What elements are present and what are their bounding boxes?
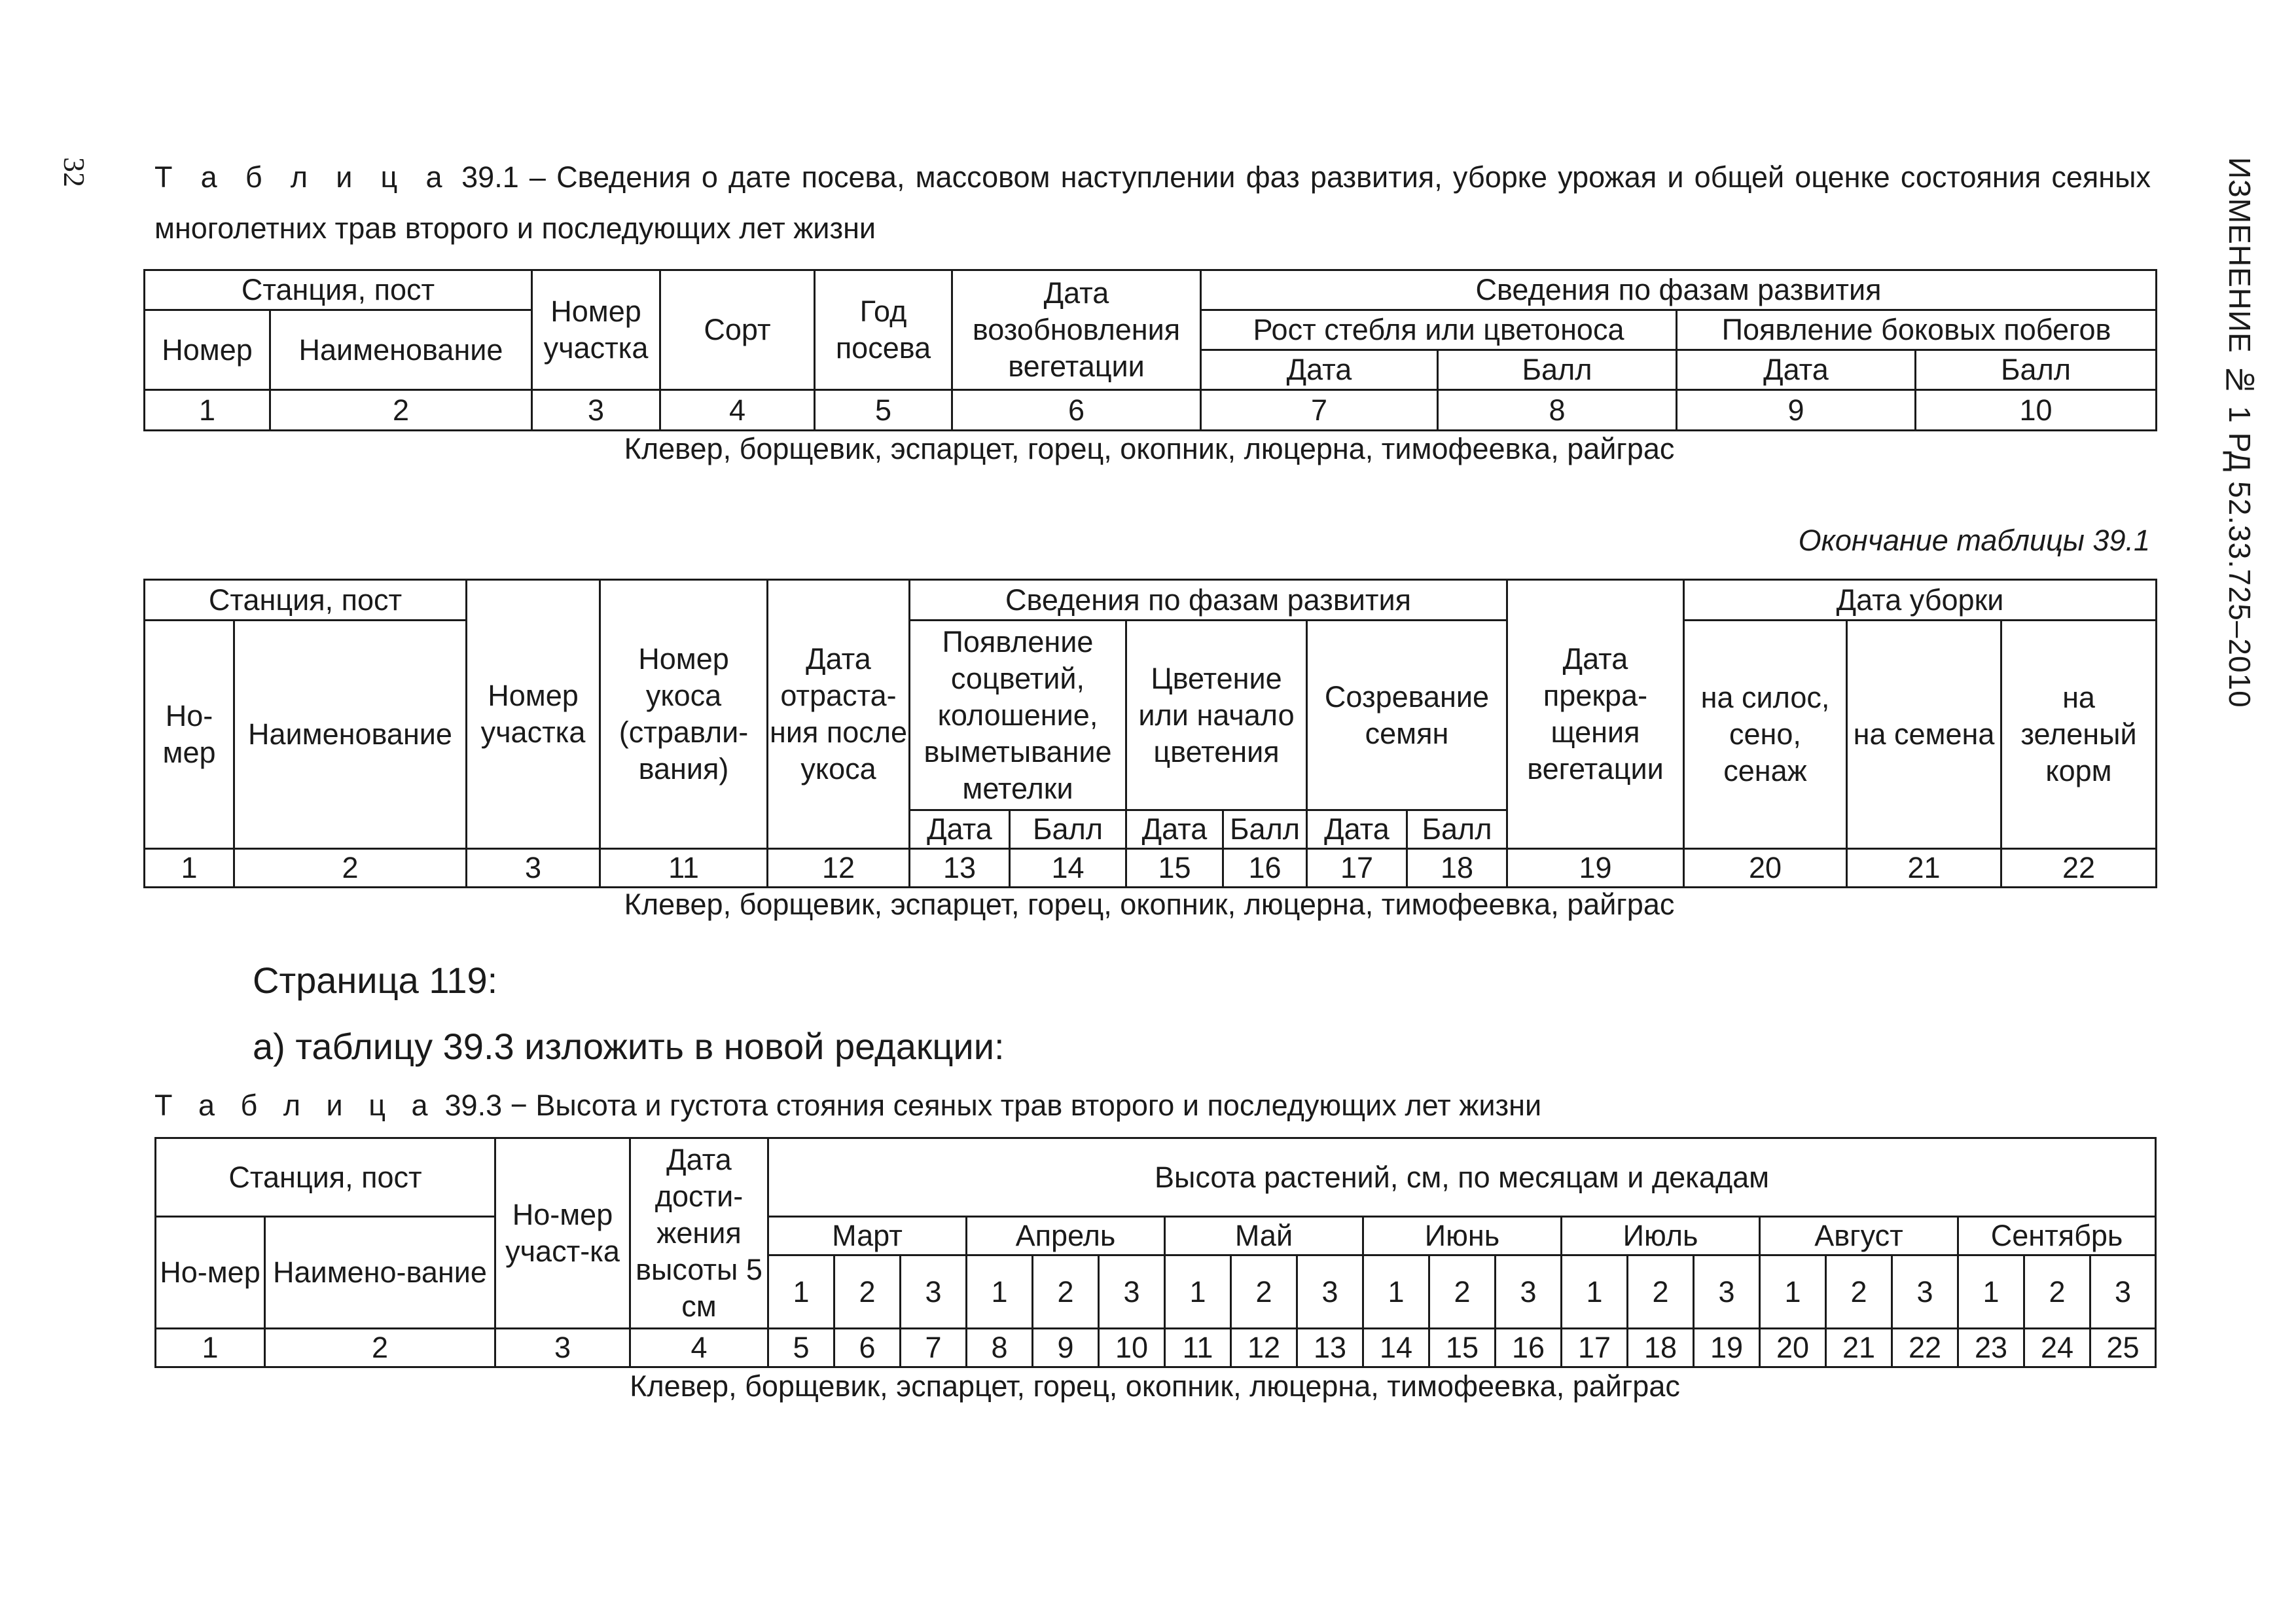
t1-colnum: 9 xyxy=(1677,390,1916,431)
table1-caption xyxy=(154,152,2151,254)
t1-h-station: Станция, пост xyxy=(145,270,532,310)
t1e-colnum: 21 xyxy=(1847,849,2001,888)
t3-colnum: 14 xyxy=(1363,1329,1429,1367)
t3-colnum: 9 xyxy=(1033,1329,1099,1367)
table1-continuation: Окончание таблицы 39.1 xyxy=(1798,524,2150,557)
t3-colnum: 23 xyxy=(1958,1329,2024,1367)
t3-decade: 3 xyxy=(1496,1255,1562,1329)
t1-colnum: 8 xyxy=(1438,390,1677,431)
t1-h-number: Номер xyxy=(145,310,270,390)
table1-caption-text: 39.1 – Сведения о дате посева, массовом наступлении фаз развития, уборке урожая и общей оценке состояния сеяных многолетних трав второго и последующих лет жизни xyxy=(154,160,2151,245)
t1e-colnum: 20 xyxy=(1684,849,1847,888)
t3-colnum: 12 xyxy=(1231,1329,1297,1367)
t3-colnum: 2 xyxy=(265,1329,495,1367)
t1-colnum: 10 xyxy=(1916,390,2157,431)
t3-month-august: Август xyxy=(1760,1217,1958,1255)
t3-colnum: 24 xyxy=(2024,1329,2090,1367)
t3-colnum: 10 xyxy=(1099,1329,1165,1367)
t1e-colnum: 13 xyxy=(910,849,1010,888)
t1-h-score: Балл xyxy=(1438,350,1677,390)
t3-colnum: 19 xyxy=(1694,1329,1760,1367)
t1-colnum: 6 xyxy=(952,390,1201,431)
t3-colnum: 16 xyxy=(1496,1329,1562,1367)
t1e-h-phases: Сведения по фазам развития xyxy=(910,580,1507,621)
t3-colnum: 4 xyxy=(630,1329,768,1367)
t1-colnum: 3 xyxy=(532,390,660,431)
t1-h-shoots: Появление боковых побегов xyxy=(1677,310,2157,350)
t1e-h-station: Станция, пост xyxy=(145,580,467,621)
t1-colnum: 5 xyxy=(815,390,952,431)
t1-colnum: 7 xyxy=(1201,390,1438,431)
t3-colnum: 18 xyxy=(1628,1329,1694,1367)
table3 xyxy=(154,1137,2157,1368)
t1e-h-date: Дата xyxy=(910,810,1010,849)
table1-label: Т а б л и ц а xyxy=(154,160,451,194)
t1e-colnum: 14 xyxy=(1010,849,1126,888)
t3-decade: 2 xyxy=(1033,1255,1099,1329)
t1e-h-regrowth: Дата отраста-ния после укоса xyxy=(768,580,910,849)
t1e-colnum: 19 xyxy=(1507,849,1684,888)
t3-h-number: Но-мер xyxy=(156,1217,265,1329)
table3-caption-text: 39.3 − Высота и густота стояния сеяных трав второго и последующих лет жизни xyxy=(444,1089,1542,1122)
page-number: 32 xyxy=(58,157,91,187)
table3-note: Клевер, борщевик, эспарцет, горец, окопник, люцерна, тимофеевка, райграс xyxy=(630,1369,1680,1403)
t3-colnum: 8 xyxy=(967,1329,1033,1367)
t1e-h-score: Балл xyxy=(1223,810,1307,849)
t3-colnum: 15 xyxy=(1429,1329,1496,1367)
t1-h-name: Наименование xyxy=(270,310,532,390)
t1e-h-plot: Номер участка xyxy=(467,580,600,849)
t1-colnum: 4 xyxy=(660,390,815,431)
table1-end-note: Клевер, борщевик, эспарцет, горец, окопник, люцерна, тимофеевка, райграс xyxy=(624,888,1675,921)
t1e-h-inflor: Появление соцветий, колошение, выметывание метелки xyxy=(910,621,1126,810)
t1-h-year: Год посева xyxy=(815,270,952,390)
t3-colnum: 17 xyxy=(1562,1329,1628,1367)
t1e-colnum: 11 xyxy=(600,849,768,888)
page-reference: Страница 119: xyxy=(253,960,498,1001)
t1e-h-name: Наименование xyxy=(234,621,467,849)
t3-decade: 3 xyxy=(1694,1255,1760,1329)
t3-decade: 3 xyxy=(901,1255,967,1329)
t3-h-date5: Дата дости-жения высоты 5 см xyxy=(630,1138,768,1329)
table3-caption xyxy=(154,1080,2157,1131)
t1e-colnum: 2 xyxy=(234,849,467,888)
t3-month-june: Июнь xyxy=(1363,1217,1562,1255)
t1e-colnum: 17 xyxy=(1307,849,1407,888)
t3-decade: 2 xyxy=(1231,1255,1297,1329)
t3-decade: 1 xyxy=(1760,1255,1826,1329)
t3-month-april: Апрель xyxy=(967,1217,1165,1255)
t1-h-stem: Рост стебля или цветоноса xyxy=(1201,310,1677,350)
t1-h-date: Дата xyxy=(1677,350,1916,390)
t3-month-september: Сентябрь xyxy=(1958,1217,2156,1255)
t3-colnum: 3 xyxy=(495,1329,630,1367)
t1e-colnum: 16 xyxy=(1223,849,1307,888)
t1e-h-score: Балл xyxy=(1407,810,1507,849)
t1e-colnum: 15 xyxy=(1126,849,1223,888)
t1e-h-end: Дата прекра-щения вегетации xyxy=(1507,580,1684,849)
t3-h-plot: Но-мер участ-ка xyxy=(495,1138,630,1329)
t1e-h-silage: на силос, сено, сенаж xyxy=(1684,621,1847,849)
t3-month-march: Март xyxy=(768,1217,967,1255)
t1-h-score: Балл xyxy=(1916,350,2157,390)
t1e-h-cut: Номер укоса (стравли-вания) xyxy=(600,580,768,849)
t3-colnum: 25 xyxy=(2090,1329,2156,1367)
t3-decade: 1 xyxy=(768,1255,834,1329)
t3-colnum: 5 xyxy=(768,1329,834,1367)
table3-label: Т а б л и ц а xyxy=(154,1089,437,1122)
t3-colnum: 20 xyxy=(1760,1329,1826,1367)
t3-decade: 1 xyxy=(1562,1255,1628,1329)
t3-decade: 3 xyxy=(1297,1255,1363,1329)
t1-h-variety: Сорт xyxy=(660,270,815,390)
instruction: а) таблицу 39.3 изложить в новой редакции: xyxy=(253,1026,1005,1067)
t3-colnum: 7 xyxy=(901,1329,967,1367)
t3-decade: 2 xyxy=(1826,1255,1892,1329)
t1e-h-harvest: Дата уборки xyxy=(1684,580,2157,621)
table1-note: Клевер, борщевик, эспарцет, горец, окопник, люцерна, тимофеевка, райграс xyxy=(624,432,1675,465)
t3-decade: 3 xyxy=(2090,1255,2156,1329)
t3-month-july: Июль xyxy=(1562,1217,1760,1255)
t3-decade: 1 xyxy=(1958,1255,2024,1329)
t1e-h-seeds: Созревание семян xyxy=(1307,621,1507,810)
t3-h-height: Высота растений, см, по месяцам и декадам xyxy=(768,1138,2156,1217)
t3-month-may: Май xyxy=(1165,1217,1363,1255)
t1-h-renewal: Дата возобновления вегетации xyxy=(952,270,1201,390)
t1e-colnum: 12 xyxy=(768,849,910,888)
t1e-h-green: на зеленый корм xyxy=(2001,621,2157,849)
table1-end xyxy=(143,579,2157,888)
t1e-colnum: 3 xyxy=(467,849,600,888)
t3-colnum: 1 xyxy=(156,1329,265,1367)
t3-decade: 1 xyxy=(967,1255,1033,1329)
t3-decade: 2 xyxy=(834,1255,901,1329)
t1-h-plot: Номер участка xyxy=(532,270,660,390)
t3-colnum: 21 xyxy=(1826,1329,1892,1367)
table1 xyxy=(143,269,2157,431)
t3-decade: 2 xyxy=(1628,1255,1694,1329)
t1e-h-date: Дата xyxy=(1126,810,1223,849)
t3-colnum: 22 xyxy=(1892,1329,1958,1367)
t3-colnum: 6 xyxy=(834,1329,901,1367)
t1e-h-date: Дата xyxy=(1307,810,1407,849)
t3-h-name: Наимено-вание xyxy=(265,1217,495,1329)
t1-h-date: Дата xyxy=(1201,350,1438,390)
t3-h-station: Станция, пост xyxy=(156,1138,495,1217)
t3-decade: 1 xyxy=(1363,1255,1429,1329)
t1e-h-flower: Цветение или начало цветения xyxy=(1126,621,1307,810)
t3-colnum: 13 xyxy=(1297,1329,1363,1367)
t1e-h-seed: на семена xyxy=(1847,621,2001,849)
t1e-colnum: 1 xyxy=(145,849,234,888)
t1-colnum: 2 xyxy=(270,390,532,431)
t1e-h-score: Балл xyxy=(1010,810,1126,849)
t1e-h-number: Но-мер xyxy=(145,621,234,849)
t3-decade: 3 xyxy=(1892,1255,1958,1329)
t3-decade: 2 xyxy=(1429,1255,1496,1329)
t1e-colnum: 22 xyxy=(2001,849,2157,888)
t3-decade: 1 xyxy=(1165,1255,1231,1329)
t3-colnum: 11 xyxy=(1165,1329,1231,1367)
t3-decade: 2 xyxy=(2024,1255,2090,1329)
t1-colnum: 1 xyxy=(145,390,270,431)
t3-decade: 3 xyxy=(1099,1255,1165,1329)
side-header: ИЗМЕНЕНИЕ № 1 РД 52.33.725–2010 xyxy=(2223,157,2257,708)
t1-h-phases: Сведения по фазам развития xyxy=(1201,270,2157,310)
t1e-colnum: 18 xyxy=(1407,849,1507,888)
